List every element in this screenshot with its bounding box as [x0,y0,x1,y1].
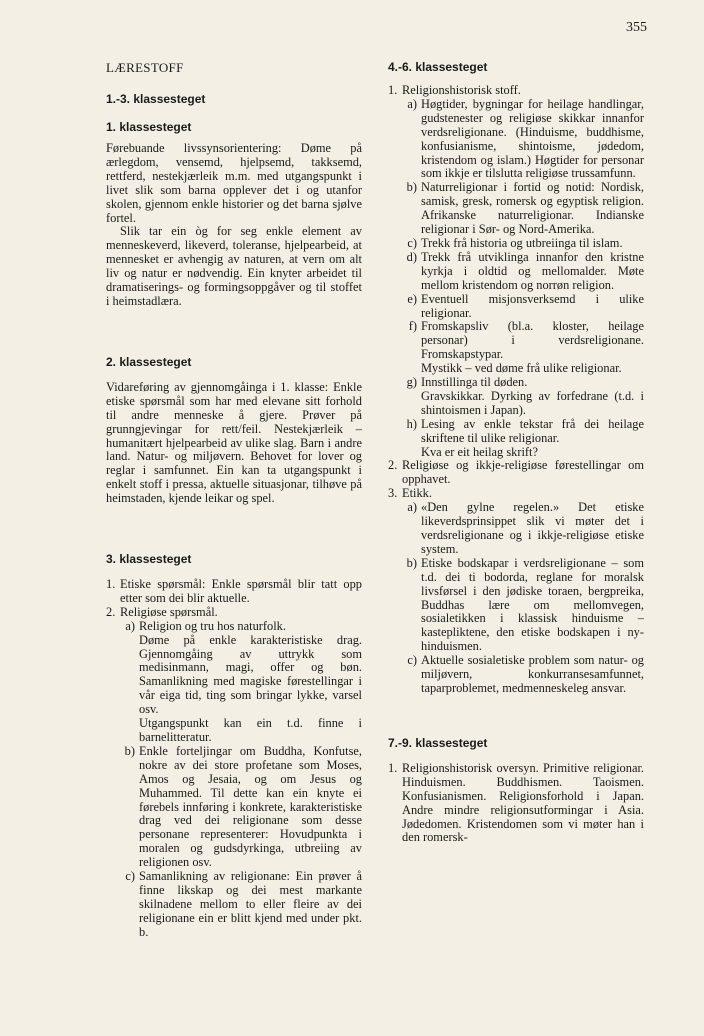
list-item [388,459,644,487]
heading-2-klassesteget: 2. klassesteget [106,354,192,369]
sub-letter: g) [406,375,417,390]
list-text: Religionshistorisk stoff. [402,83,521,97]
sub-item [402,181,644,237]
list-text: Religiøse spørsmål. [120,604,218,619]
sub-letter: c) [125,869,135,884]
paragraph: Slik tar ein òg for seg enkle element av menneskeverd, likeverd, toleranse, hjelpearbeid, at mennesket er avhengig av naturen, at vern om alt liv og natur er nødvendig. Ein knyter arbeidet til dramatiserings- og formingsoppgåver og til stoffet i heimstadlæra. [106,224,362,308]
section-title: LÆRESTOFF [106,60,184,75]
sub-item [120,745,362,870]
sub-item [402,654,644,696]
list-number: 3. [388,486,398,501]
list-number: 1. [106,577,116,592]
paragraph: Vidareføring av gjennomgåinga i 1. klasse: Enkle etiske spørsmål som har med elevane sitt forhold til andre menneske å gjere. Prøver på grunngjevingar for rett/feil. Nestekjærleik – humanitært hjelpearbeid av ulike slag. Barn i andre land. Natur- og miljøvern. Behovet for lover og reglar i samfunnet. Ein kan ta utgangspunkt i enkelt stoff i pressa, aktuelle situasjonar, tilhøve på heimstaden, kjende leikar og spel. [106,379,362,506]
sub-text: Trekk frå utviklinga innanfor den kristne kyrkja i oldtid og mellomalder. Møte mellom kristendom og norrøn religion. [421,249,644,292]
left-column [106,60,362,940]
sub-letter: d) [406,249,417,264]
sub-text: Etiske bodskapar i verdsreligionane – som t.d. dei ti bodorda, reglane for moralsk livsførsel i den jødiske toraen, bergpreika, Buddhas lære om mellomvegen, sosialetikken i klassisk hinduisme – kastepliktene, den etiske bodskapen i ny-hinduismen. [421,555,644,654]
heading-1-klassesteget: 1. klassesteget [106,120,192,134]
list-item [388,84,644,98]
page-number: 355 [626,20,647,35]
sub-letter: e) [407,291,417,306]
sub-item [402,376,644,418]
sub-item [120,620,362,745]
sub-item [402,418,644,460]
list-text: Religionshistorisk oversyn. Primitive religionar. Hinduismen. Buddhismen. Taoismen. Konfusianismen. Religionsforhold i Japan. Andre mindre religionsutformingar i Asia. Jødedomen. Kristendomen som vi møter han i den romersk- [402,760,644,845]
sub-text: Gravskikkar. Dyrking av forfedrane (t.d. i shintoismen i Japan). [421,388,644,417]
list-item [106,578,362,606]
sub-letter: a) [407,96,417,111]
sub-text: Utgangspunkt kan ein t.d. finne i barnelitteratur. [139,716,362,744]
sub-item [402,501,644,557]
sub-letter: h) [406,416,417,431]
heading-1-3-klassesteget: 1.-3. klassesteget [106,92,206,106]
list-item [388,487,644,501]
sub-letter: c) [407,653,417,668]
list-item [388,762,644,845]
sub-letter: b) [406,180,417,195]
sub-text: Mystikk – ved døme frå ulike religionar. [421,361,622,376]
sub-text: Eventuell misjonsverksemd i ulike religionar. [421,291,644,320]
sub-item [402,557,644,654]
sub-letter: a) [125,618,135,633]
list-text: Religiøse og ikkje-religiøse førestellingar om opphavet. [402,458,644,487]
sub-text: Fromskapsliv (bl.a. kloster, heilage personar) i verdsreligionane. Fromskapstypar. [421,319,644,362]
sub-text: Høgtider, bygningar for heilage handlingar, gudstenester og religiøse skikkar innanfor verdsreligionane. (Hinduisme, buddhisme, konfusianisme, shintoisme, jødedom, kristendom og islam.) Høgtider for personar som ikkje er tilslutta religiøse trussamfunn. [421,96,644,181]
sub-letter: a) [407,500,417,515]
sub-text: Døme på enkle karakteristiske drag. Gjennomgåing av uttrykk som medisinmann, magi, offer og bøn. Samanlikning med magiske førestellingar i vår eiga tid, ting som bringar lykke, varsel osv. [139,632,362,717]
list-number: 2. [106,604,116,619]
sub-text: Samanlikning av religionane: Ein prøver å finne likskap og dei mest markante skilnadene mellom to eller fleire av dei religionane ein er blitt kjend med under pkt. b. [139,869,362,939]
paragraph: Førebuande livssynsorientering: Døme på ærlegdom, vensemd, hjelpsemd, takksemd, rettferd, nestekjærleik m.m. med utgangspunkt i livet slik som barna opplever det i og utanfor skolen, gjennom enkle historier og det barna sjølve fortel. [106,141,362,225]
sub-text: «Den gylne regelen.» Det etiske likeverdsprinsippet slik vi møter det i verdsreligionane og i ikkje-religiøse etiske system. [421,500,644,556]
list-item [106,606,362,620]
sub-letter: b) [406,555,417,570]
right-column [388,60,644,845]
sub-text: Religion og tru hos naturfolk. [139,618,286,633]
sub-text: Naturreligionar i fortid og notid: Nordisk, samisk, gresk, romersk og egyptisk religion. Afrikanske naturreligionar. Indianske religionar i Sør- og Nord-Amerika. [421,180,644,237]
sub-item [402,293,644,321]
list-text: Etikk. [402,486,432,501]
list-number: 1. [388,83,398,97]
sub-text: Innstillinga til døden. [421,375,528,390]
sub-text: Lesing av enkle tekstar frå dei heilage skriftene til ulike religionar. [421,416,644,445]
sub-text: Enkle forteljingar om Buddha, Konfutse, nokre av dei store profetane som Moses, Amos og Jesaia, og om Jesus og Muhammed. Til dette kan ein knyte ei førebels innføring i konkrete, karakteristiske drag ved dei religionane som desse personane representerer: Hovudpunkta i moralen og gudsdyrkinga, utbreiing av religionen osv. [139,743,362,870]
heading-7-9-klassesteget: 7.-9. klassesteget [388,735,488,750]
sub-item [402,320,644,376]
list-number: 2. [388,458,398,473]
sub-letter: b) [124,743,135,758]
heading-3-klassesteget: 3. klassesteget [106,552,192,567]
heading-4-6-klassesteget: 4.-6. klassesteget [388,60,488,74]
sub-letter: c) [407,235,417,250]
sub-item [402,237,644,251]
sub-text: Trekk frå historia og utbreiinga til islam. [421,235,623,250]
sub-item [402,251,644,293]
sub-item [120,870,362,940]
sub-text: Aktuelle sosialetiske problem som natur- og miljøvern, konkurransesamfunnet, taparproblemet, medmenneskeleg ansvar. [421,653,644,695]
sub-text: Kva er eit heilag skrift? [421,444,538,459]
list-text: Etiske spørsmål: Enkle spørsmål blir tatt opp etter som dei blir aktuelle. [120,577,362,605]
sub-letter: f) [408,319,417,334]
sub-item [402,98,644,181]
list-number: 1. [388,760,398,775]
